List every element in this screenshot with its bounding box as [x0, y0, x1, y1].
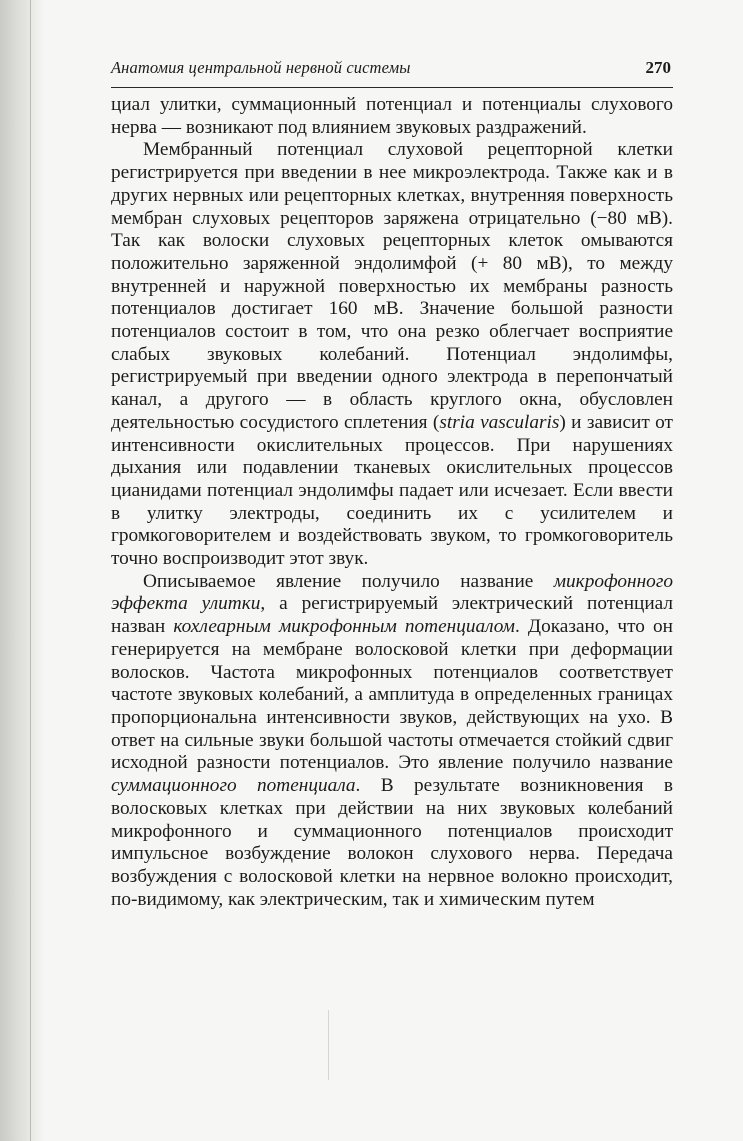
paragraph-1: циал улитки, суммационный потенциал и потенциалы слухового нерва — возникают под влиянием звуковых раздражений. [111, 94, 673, 138]
running-head [111, 58, 673, 88]
paragraph-2 [111, 139, 673, 570]
paragraph-3-term-summating-potential: суммационного потенциала [111, 775, 356, 797]
paragraph-3-seg-7: . В результате возникновения в волосковых клетках при действии на них звуковых колебаний микрофонного и суммационного потенциалов происходит импульсное возбуждение волокон слухового нерва. Передача возбуждения с волосковой клетки на нервное волокно происходит, по-видимому, как электрическим, так и химическим путем [111, 775, 673, 910]
paragraph-3-seg-5: . Доказано, что он генерируется на мембране волосковой клетки при деформации волосков. Частота микрофонных потенциалов соответствует частоте звуковых колебаний, а амплитуда в определенных границах пропорциональна интенсивности звуков, действующих на ухо. В ответ на сильные звуки большой частоты отмечается стойкий сдвиг исходной разности потенциалов. Это явление получило название [111, 616, 674, 774]
page-number: 270 [645, 58, 671, 77]
running-title: Анатомия центральной нервной системы [111, 58, 411, 77]
book-page [111, 58, 673, 911]
scan-artifact [328, 1010, 329, 1080]
paragraph-3-term-cochlear-potential: кохлеарным микрофонным потенциалом [173, 616, 515, 638]
binding-line [30, 0, 31, 1141]
paragraph-3-term-microphonic-effect: микрофонного эффекта улитки [111, 570, 673, 615]
paragraph-2-text-b: ) и зависит от интенсивности окислительных процессов. При нарушениях дыхания или подавлении тканевых окислительных процессов цианидами потенциал эндолимфы падает или исчезает. Если ввести в улитку электроды, соединить их с усилителем и громкоговорителем и воздействовать звуком, то громкоговоритель точно воспроизводит этот звук. [111, 411, 673, 570]
paragraph-2-latin-term: stria vascularis [439, 411, 560, 433]
paragraph-3-seg-3: , а регистрируемый электрический потенциал назван [111, 593, 673, 638]
binding-shadow [0, 0, 44, 1141]
paragraph-3-seg-1: Описываемое явление получило название [143, 570, 554, 592]
body-text [111, 94, 673, 911]
paragraph-2-text-a: Мембранный потенциал слуховой рецепторной клетки регистрируется при введении в нее микроэлектрода. Также как и в других нервных или рецепторных клетках, внутренняя поверхность мембран слуховых рецепторов заряжена отрицательно (−80 мВ). Так как волоски слуховых рецепторных клеток омываются положительно заряженной эндолимфой (+ 80 мВ), то между внутренней и наружной поверхностью их мембраны разность потенциалов достигает 160 мВ. Значение большой разности потенциалов состоит в том, что она резко облегчает восприятие слабых звуковых колебаний. Потенциал эндолимфы, регистрируемый при введении одного электрода в перепончатый канал, а другого — в область круглого окна, обусловлен деятельностью сосудистого сплетения ( [111, 139, 673, 433]
paragraph-3 [111, 571, 673, 912]
